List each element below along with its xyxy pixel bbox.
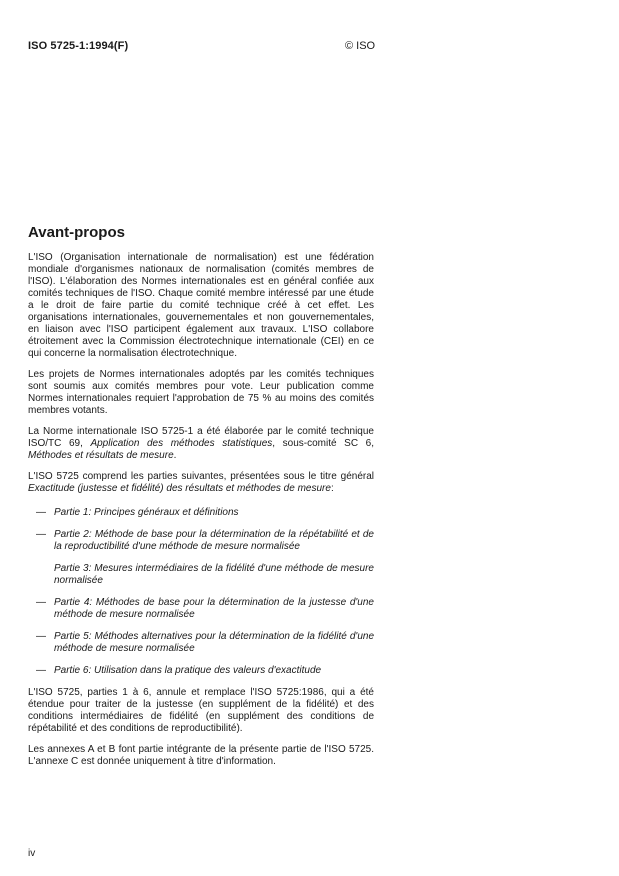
paragraph-annexes: Les annexes A et B font partie intégrante de la présente partie de l'ISO 5725. L'annexe C est donnée uniquement à titre d'information. [28, 744, 374, 767]
document-id: ISO 5725-1:1994(F) [28, 40, 129, 52]
list-item-part-1 [28, 507, 374, 519]
list-dash: — [36, 529, 46, 540]
list-dash: — [36, 507, 46, 518]
committee-title: Application des méthodes statistiques [90, 438, 273, 449]
part-title: Partie 1: Principes généraux et définitions [54, 507, 239, 518]
list-item-part-2 [28, 529, 374, 553]
part-title: Partie 3: Mesures intermédiaires de la fidélité d'une méthode de mesure normalisée [54, 563, 374, 586]
parts-intro-colon: : [330, 483, 334, 494]
paragraph-drafts: Les projets de Normes internationales adoptés par les comités techniques sont soumis aux comités membres pour vote. Leur publication comme Normes internationales requiert l'approbation de 75 % au moins des comités membres votants. [28, 369, 374, 416]
foreword-body [28, 252, 374, 777]
paragraph-committee [28, 426, 374, 462]
paragraph-iso-intro: L'ISO (Organisation internationale de normalisation) est une fédération mondiale d'organismes nationaux de normalisation (comités membres de l'ISO). L'élaboration des Normes internationales est en général confiée aux comités techniques de l'ISO. Chaque comité membre intéressé par une étude a le droit de faire partie du comité technique créé à cet effet. Les organisations internationales, gouvernementales et non gouvernementales, en liaison avec l'ISO participent également aux travaux. L'ISO collabore étroitement avec la Commission électrotechnique internationale (CEI) en ce qui concerne la normalisation électrotechnique. [28, 252, 374, 359]
part-title: Partie 4: Méthodes de base pour la détermination de la justesse d'une méthode de mesure normalisée [54, 597, 374, 620]
page-number: iv [28, 848, 36, 859]
subcommittee-title: Méthodes et résultats de mesure [28, 450, 174, 461]
parts-intro-text: L'ISO 5725 comprend les parties suivantes, présentées sous le titre général [28, 471, 374, 482]
list-dash: — [36, 631, 46, 642]
list-dash: — [36, 597, 46, 608]
list-item-part-6 [28, 665, 374, 677]
page-title: Avant-propos [28, 224, 125, 241]
part-title: Partie 2: Méthode de base pour la détermination de la répétabilité et de la reproductibilité d'une méthode de mesure normalisée [54, 529, 374, 552]
list-item-part-3 [28, 563, 374, 587]
paragraph-replaces: L'ISO 5725, parties 1 à 6, annule et remplace l'ISO 5725:1986, qui a été étendue pour traiter de la justesse (en supplément de la fidélité) et des conditions intermédiaires de fidélité (en supplément des conditions de répétabilité et des conditions de reproductibilité). [28, 687, 374, 734]
part-title: Partie 6: Utilisation dans la pratique des valeurs d'exactitude [54, 665, 322, 676]
committee-text-3: . [173, 450, 177, 461]
list-item-part-4 [28, 597, 374, 621]
list-item-part-5 [28, 631, 374, 655]
series-title: Exactitude (justesse et fidélité) des résultats et méthodes de mesure [28, 483, 331, 494]
list-dash: — [36, 665, 46, 676]
paragraph-parts-intro [28, 471, 374, 495]
part-title: Partie 5: Méthodes alternatives pour la détermination de la fidélité d'une méthode de mesure normalisée [54, 631, 374, 654]
committee-text-1: La Norme internationale ISO 5725-1 a été élaborée par le comité technique ISO/TC 69, [28, 426, 374, 449]
committee-text-2: , sous-comité SC 6, [272, 438, 374, 449]
copyright-mark: © ISO [345, 40, 376, 52]
